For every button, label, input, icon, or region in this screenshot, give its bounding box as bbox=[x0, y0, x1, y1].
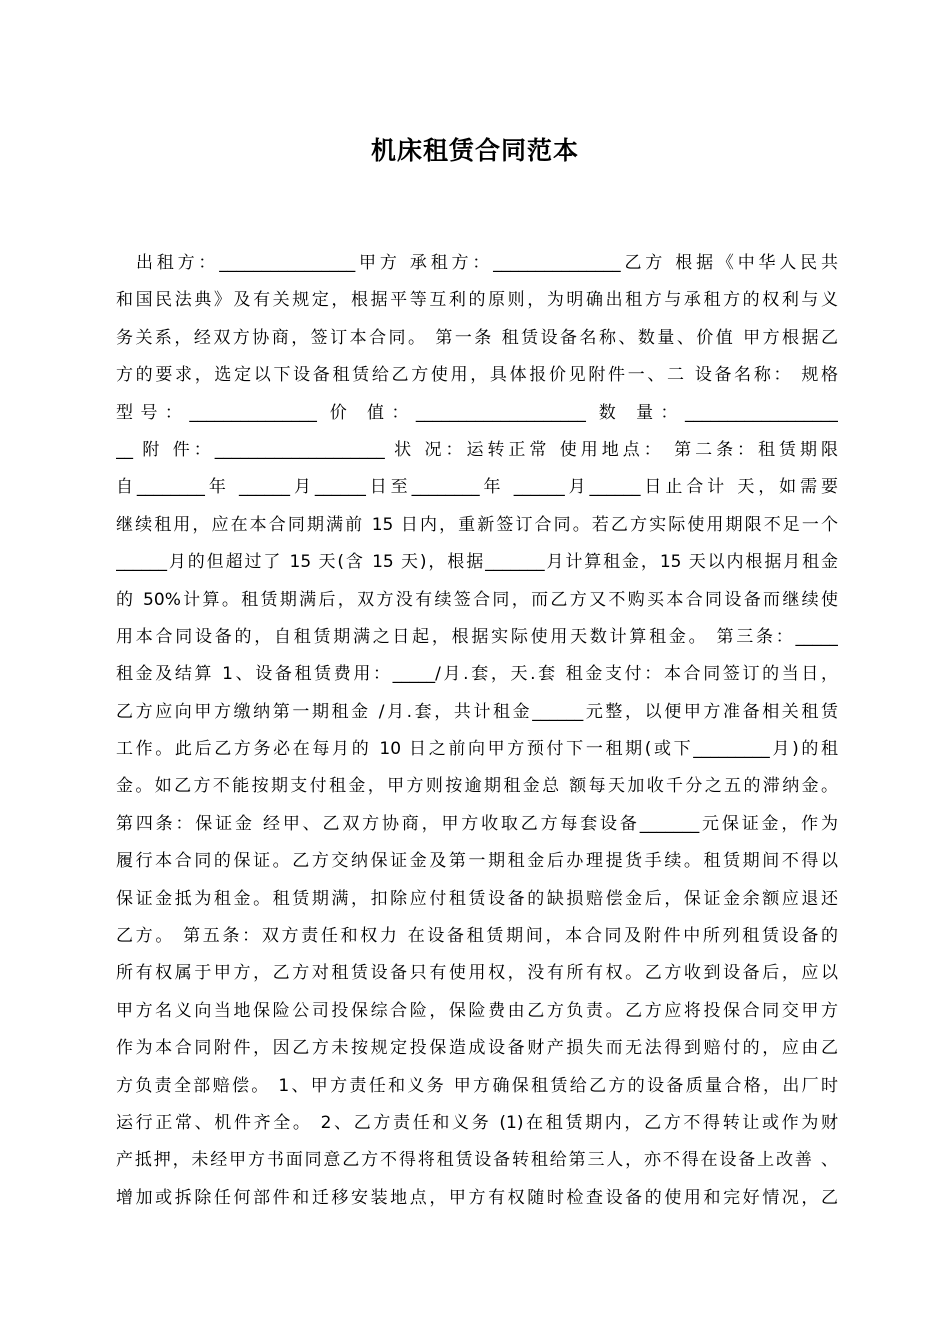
body-line: 乙方。 第五条：双方责任和权力 在设备租赁期间，本合同及附件中所列租赁设备的 bbox=[116, 926, 838, 947]
body-line: 继续租用，应在本合同期满前 15 日内，重新签订合同。若乙方实际使用期限不足一个 bbox=[116, 514, 838, 535]
body-line: 产抵押，未经甲方书面同意乙方不得将租赁设备转租给第三人，亦不得在设备上改善 、 bbox=[116, 1150, 838, 1171]
body-line: 和国民法典》及有关规定，根据平等互利的原则，为明确出租方与承租方的权利与义 bbox=[116, 290, 838, 311]
body-line: 工作。此后乙方务必在每月的 10 日之前向甲方预付下一租期(或下_________月)的租 bbox=[116, 739, 838, 760]
body-line: 出租方：________________甲方 承租方：_______________乙方 根据《中华人民共 bbox=[136, 253, 838, 273]
body-line: 履行本合同的保证。乙方交纳保证金及第一期租金后办理提货手续。租赁期间不得以 bbox=[116, 851, 838, 872]
body-line: 金。如乙方不能按期支付租金，甲方则按逾期租金总 额每天加收千分之五的滞纳金。 bbox=[116, 776, 838, 797]
body-line: 所有权属于甲方，乙方对租赁设备只有使用权，没有所有权。乙方收到设备后，应以 bbox=[116, 963, 838, 984]
body-line: 增加或拆除任何部件和迁移安装地点，甲方有权随时检查设备的使用和完好情况，乙 bbox=[116, 1187, 838, 1208]
document-title: 机床租赁合同范本 bbox=[370, 136, 579, 165]
body-line: ______月的但超过了 15 天(含 15 天)，根据_______月计算租金，15 天以内根据月租金 bbox=[116, 552, 838, 573]
body-line: __ 附 件：____________________ 状 况：运转正常 使用地点： 第二条：租赁期限 bbox=[116, 439, 838, 460]
body-line: 务关系，经双方协商，签订本合同。 第一条 租赁设备名称、数量、价值 甲方根据乙 bbox=[116, 327, 838, 348]
body-line: 运行正常、机件齐全。 2、乙方责任和义务 (1)在租赁期内，乙方不得转让或作为财 bbox=[116, 1112, 838, 1133]
body-line: 方负责全部赔偿。 1、甲方责任和义务 甲方确保租赁给乙方的设备质量合格，出厂时 bbox=[116, 1075, 838, 1096]
body-line: 乙方应向甲方缴纳第一期租金 /月.套，共计租金______元整，以便甲方准备相关租赁 bbox=[116, 701, 838, 722]
body-line: 方的要求，选定以下设备租赁给乙方使用，具体报价见附件一、二 设备名称： 规格 bbox=[116, 365, 838, 386]
body-line: 型号：_______________ 价 值：____________________ 数 量：__________________ bbox=[116, 402, 838, 423]
body-line: 用本合同设备的，自租赁期满之日起，根据实际使用天数计算租金。 第三条：_____ bbox=[116, 626, 838, 647]
body-line: 自________年 ______月______日至________年 ______月______日止合计 天，如需要 bbox=[116, 477, 838, 498]
body-line: 第四条：保证金 经甲、乙双方协商，甲方收取乙方每套设备_______元保证金，作为 bbox=[116, 813, 838, 834]
body-line: 甲方名义向当地保险公司投保综合险，保险费由乙方负责。乙方应将投保合同交甲方 bbox=[116, 1000, 838, 1021]
body-line: 的 50%计算。租赁期满后，双方没有续签合同，而乙方又不购买本合同设备而继续使 bbox=[116, 589, 838, 610]
body-line: 租金及结算 1、设备租赁费用：_____/月.套，天.套 租金支付：本合同签订的当日， bbox=[116, 664, 838, 685]
body-line: 保证金抵为租金。租赁期满，扣除应付租赁设备的缺损赔偿金后，保证金余额应退还 bbox=[116, 888, 838, 909]
body-line: 作为本合同附件，因乙方未按规定投保造成设备财产损失而无法得到赔付的，应由乙 bbox=[116, 1038, 838, 1059]
contract-body bbox=[116, 245, 838, 1217]
